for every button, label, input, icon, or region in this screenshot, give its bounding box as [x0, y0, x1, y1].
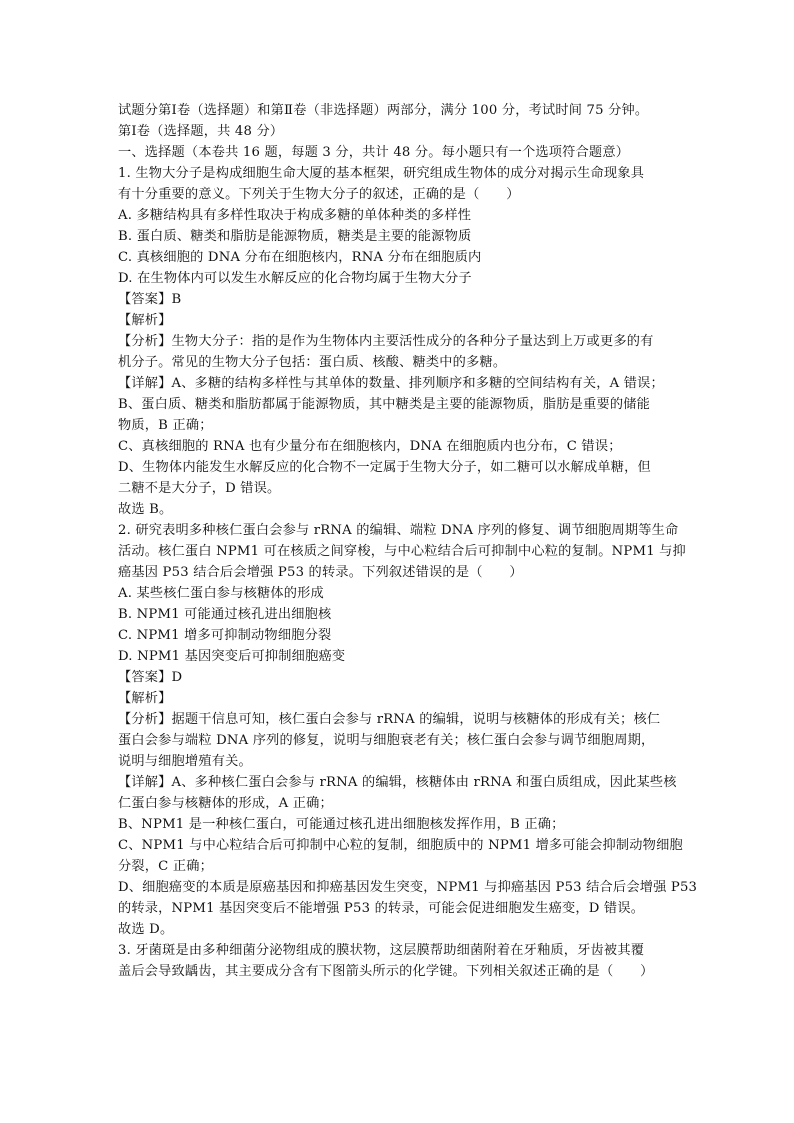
option-line: D. 在生物体内可以发生水解反应的化合物均属于生物大分子 — [118, 271, 472, 286]
analysis-heading: 【解析】 — [118, 691, 172, 706]
explanation-text: C、真核细胞的 RNA 也有少量分布在细胞核内，DNA 在细胞质内也分布，C 错误； — [118, 439, 622, 454]
explanation-text: 的转录，NPM1 基因突变后不能增强 P53 的转录，可能会促进细胞发生癌变，D 错误。 — [118, 901, 645, 916]
option-line: A. 某些核仁蛋白参与核糖体的形成 — [118, 586, 324, 601]
option-line: B. 蛋白质、糖类和脂肪是能源物质，糖类是主要的能源物质 — [118, 229, 472, 244]
answer-line: 【答案】B — [118, 292, 182, 307]
section-heading: 一、选择题（本卷共 16 题，每题 3 分，共计 48 分。每小题只有一个选项符合题意） — [118, 145, 630, 160]
explanation-text: C、NPM1 与中心粒结合后可抑制中心粒的复制，细胞质中的 NPM1 增多可能会抑制动物细胞 — [118, 838, 683, 853]
text-line: 试题分第Ⅰ卷（选择题）和第Ⅱ卷（非选择题）两部分，满分 100 分，考试时间 75 分钟。 — [118, 103, 649, 118]
explanation-text: 分裂，C 正确； — [118, 859, 214, 874]
analysis-text: 蛋白会参与端粒 DNA 序列的修复，说明与细胞衰老有关；核仁蛋白会参与调节细胞周期， — [118, 733, 655, 748]
explanation-text: 物质，B 正确； — [118, 418, 213, 433]
option-line: D. NPM1 基因突变后可抑制细胞癌变 — [118, 649, 346, 664]
document-page — [118, 100, 698, 982]
explanation-text: D、细胞癌变的本质是原癌基因和抑癌基因发生突变，NPM1 与抑癌基因 P53 结合后会增强 P53 — [118, 880, 698, 895]
explanation-text: 二糖不是大分子，D 错误。 — [118, 481, 281, 496]
option-line: C. NPM1 增多可抑制动物细胞分裂 — [118, 628, 332, 643]
explanation-text: 仁蛋白参与核糖体的形成，A 正确； — [118, 796, 333, 811]
analysis-text: 机分子。常见的生物大分子包括：蛋白质、核酸、糖类中的多糖。 — [118, 355, 507, 370]
question-stem: 1. 生物大分子是构成细胞生命大厦的基本框架，研究组成生物体的成分对揭示生命现象具 — [118, 166, 645, 181]
question-stem: 有十分重要的意义。下列关于生物大分子的叙述，正确的是（ ） — [118, 187, 520, 202]
option-line: A. 多糖结构具有多样性取决于构成多糖的单体种类的多样性 — [118, 208, 472, 223]
explanation-text: 【详解】A、多糖的结构多样性与其单体的数量、排列顺序和多糖的空间结构有关，A 错误； — [118, 376, 664, 391]
analysis-text: 说明与细胞增殖有关。 — [118, 754, 252, 769]
conclusion-line: 故选 D。 — [118, 922, 174, 937]
option-line: C. 真核细胞的 DNA 分布在细胞核内，RNA 分布在细胞质内 — [118, 250, 482, 265]
answer-line: 【答案】D — [118, 670, 183, 685]
analysis-text: 【分析】据题干信息可知，核仁蛋白会参与 rRNA 的编辑，说明与核糖体的形成有关；核仁 — [118, 712, 661, 727]
analysis-text: 【分析】生物大分子：指的是作为生物体内主要活性成分的各种分子量达到上万或更多的有 — [118, 334, 654, 349]
analysis-heading: 【解析】 — [118, 313, 172, 328]
question-stem: 活动。核仁蛋白 NPM1 可在核质之间穿梭，与中心粒结合后可抑制中心粒的复制。NPM1 与抑 — [118, 544, 686, 559]
conclusion-line: 故选 B。 — [118, 502, 173, 517]
explanation-text: 【详解】A、多种核仁蛋白会参与 rRNA 的编辑，核糖体由 rRNA 和蛋白质组成，因此某些核 — [118, 775, 677, 790]
question-stem: 3. 牙菌斑是由多种细菌分泌物组成的膜状物，这层膜帮助细菌附着在牙釉质，牙齿被其覆 — [118, 943, 645, 958]
question-stem: 2. 研究表明多种核仁蛋白会参与 rRNA 的编辑、端粒 DNA 序列的修复、调节细胞周期等生命 — [118, 523, 679, 538]
explanation-text: B、NPM1 是一种核仁蛋白，可能通过核孔进出细胞核发挥作用，B 正确； — [118, 817, 565, 832]
question-stem: 癌基因 P53 结合后会增强 P53 的转录。下列叙述错误的是（ ） — [118, 565, 523, 580]
explanation-text: B、蛋白质、糖类和脂肪都属于能源物质，其中糖类是主要的能源物质，脂肪是重要的储能 — [118, 397, 650, 412]
section-heading: 第Ⅰ卷（选择题，共 48 分） — [118, 124, 284, 139]
option-line: B. NPM1 可能通过核孔进出细胞核 — [118, 607, 332, 622]
explanation-text: D、生物体内能发生水解反应的化合物不一定属于生物大分子，如二糖可以水解成单糖，但 — [118, 460, 651, 475]
question-stem: 盖后会导致龋齿，其主要成分含有下图箭头所示的化学键。下列相关叙述正确的是（ ） — [118, 964, 654, 979]
